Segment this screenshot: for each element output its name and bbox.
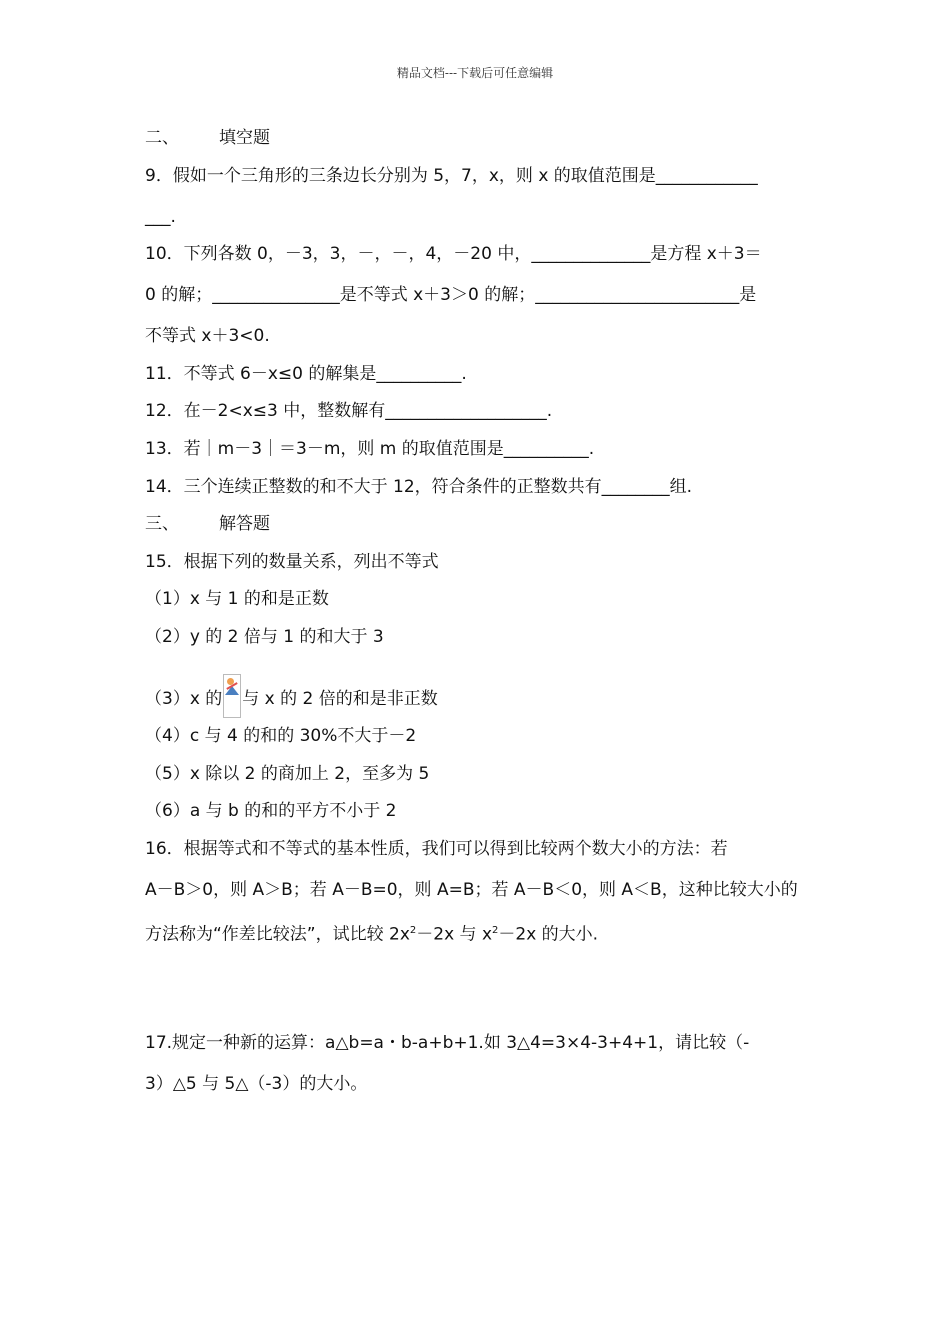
question-16-line-1: 16．根据等式和不等式的基本性质，我们可以得到比较两个数大小的方法：若 — [145, 839, 728, 859]
question-9-line-2: ___. — [145, 207, 176, 227]
question-14: 14．三个连续正整数的和不大于 12，符合条件的正整数共有________组. — [145, 477, 693, 497]
question-15-part-5: （5）x 除以 2 的商加上 2，至多为 5 — [145, 764, 430, 784]
section-number: 二、 — [145, 128, 179, 148]
question-9-line-1: 9．假如一个三角形的三条边长分别为 5，7，x，则 x 的取值范围是____________ — [145, 166, 758, 186]
question-11: 11．不等式 6－x≤0 的解集是__________. — [145, 364, 467, 384]
question-16-line-2: A－B＞0，则 A＞B；若 A－B=0，则 A=B；若 A－B＜0，则 A＜B，这种比较大小的 — [145, 880, 798, 900]
section-number: 三、 — [145, 514, 179, 534]
page-header: 精品文档---下载后可任意编辑 — [396, 66, 554, 80]
question-10-line-1: 10．下列各数 0，－3，3，－，－，4，－20 中，______________是方程 x＋3＝ — [145, 244, 762, 264]
question-13: 13．若｜m－3｜＝3－m，则 m 的取值范围是__________. — [145, 439, 595, 459]
question-15-part-4: （4）c 与 4 的和的 30%不大于－2 — [145, 726, 417, 746]
question-15-part-3: （3）x 的 与 x 的 2 倍的和是非正数 — [145, 674, 815, 718]
question-10-line-3: 不等式 x＋3<0. — [145, 326, 270, 346]
question-15-stem: 15．根据下列的数量关系，列出不等式 — [145, 552, 439, 572]
question-16-line-3: 方法称为“作差比较法”，试比较 $2x^2-2x$ 与 $x^2-2x$ 的大小. — [145, 924, 599, 945]
question-15-part-1: （1）x 与 1 的和是正数 — [145, 589, 329, 609]
question-10-line-2: 0 的解；_______________是不等式 x＋3＞0 的解；________________________是 — [145, 285, 757, 305]
section-title: 解答题 — [219, 514, 270, 534]
section-answer-questions — [145, 512, 815, 536]
question-15-part-6: （6）a 与 b 的和的平方不小于 2 — [145, 801, 397, 821]
section-fill-in-blank — [145, 126, 815, 150]
question-17-line-1: 17.规定一种新的运算：a△b=a・b-a+b+1.如 3△4=3×4-3+4+1，请比较（- — [145, 1033, 750, 1053]
question-17-line-2: 3）△5 与 5△（-3）的大小。 — [145, 1074, 368, 1094]
question-12: 12．在－2<x≤3 中，整数解有___________________. — [145, 401, 553, 421]
broken-image-icon — [223, 674, 241, 718]
question-15-part-2: （2）y 的 2 倍与 1 的和大于 3 — [145, 627, 384, 647]
section-title: 填空题 — [219, 128, 270, 148]
